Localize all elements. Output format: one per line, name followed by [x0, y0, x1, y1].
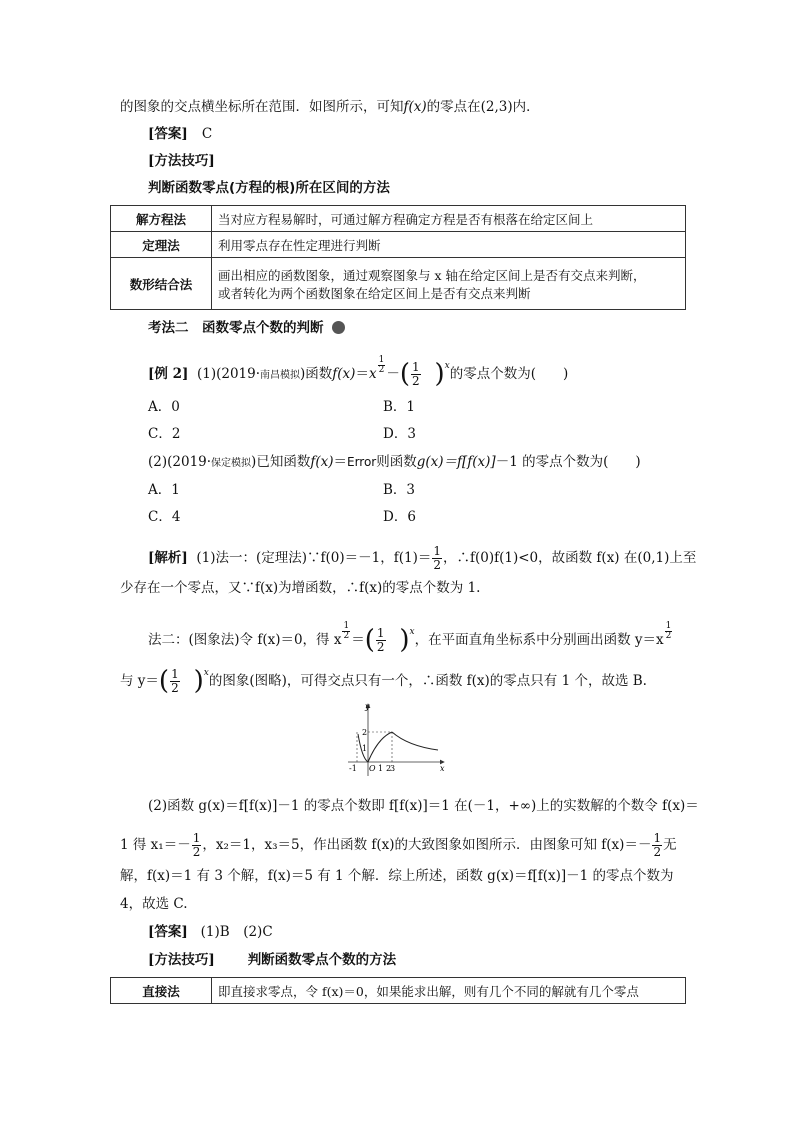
tips-line: [方法技巧] 判断函数零点个数的方法: [148, 952, 397, 968]
answer-line: [答案] C: [148, 126, 213, 142]
text-line: 的图象的交点横坐标所在范围．如图所示，可知f(x)的零点在(2,3)内．: [120, 99, 540, 115]
table-head: 解方程法: [111, 206, 212, 232]
curve-middle: [368, 732, 392, 762]
table-cell: 利用零点存在性定理进行判断: [212, 232, 686, 258]
table-head: 定理法: [111, 232, 212, 258]
function-graph: [340, 700, 452, 780]
analysis-line: 4，故选 C.: [120, 896, 188, 912]
table-head: 直接法: [111, 978, 212, 1004]
tick-label: 1: [362, 744, 368, 753]
table-head: 数形结合法: [111, 258, 212, 310]
table-cell: 即直接求零点，令 f(x)＝0，如果能求出解，则有几个不同的解就有几个零点: [212, 978, 686, 1004]
option-c: C．2: [148, 426, 181, 442]
analysis-line: 法二：(图象法)令 f(x)＝0，得 x $^{\frac{1}{2}}$ ＝( $\frac{1}{2}$ )$^x$，在平面直角坐标系中分别画出函数 y＝x $^{\frac{1}{2}}$: [148, 621, 672, 655]
option-c: C．4: [148, 509, 181, 525]
tips-label: [方法技巧]: [148, 153, 215, 169]
curve-right: [392, 732, 438, 750]
option-b: B．3: [383, 482, 416, 498]
analysis-line: 少存在一个零点，又∵f(x)为增函数，∴f(x)的零点个数为 1.: [120, 580, 481, 596]
example-line: (2)(2019·保定模拟)已知函数f(x)＝Error则函数g(x)＝f[f(x)]－1 的零点个数为( ): [148, 454, 641, 470]
analysis-line: (2)函数 g(x)＝f[f(x)]－1 的零点个数即 f[f(x)]＝1 在(－1，+∞)上的实数解的个数令 f(x)＝: [148, 798, 699, 814]
answer-line: [答案] (1)B (2)C: [148, 924, 273, 940]
option-b: B．1: [383, 399, 416, 415]
tick-label: 2: [386, 764, 392, 773]
example-line: [例 2] (1)(2019·南昌模拟)函数f(x)＝x $^{\frac{1}{2}}$ －( $\frac{1}{2}$ )$^x$的零点个数为( ): [148, 355, 569, 389]
section-title: 考法二 函数零点个数的判断: [148, 318, 345, 338]
option-a: A．0: [148, 399, 180, 415]
tick-label: 1: [378, 764, 384, 773]
origin-label: O: [369, 764, 376, 773]
analysis-line: 与 y＝( $\frac{1}{2}$ )$^x$的图象(图略)，可得交点只有一个，∴函数 f(x)的零点只有 1 个，故选 B.: [120, 666, 647, 696]
x-label: x: [440, 764, 445, 773]
tick-label: 2: [362, 728, 368, 737]
table-cell: 画出相应的函数图象，通过观察图象与 x 轴在给定区间上是否有交点来判断， 或者转化为两个函数图象在给定区间上是否有交点来判断: [212, 258, 686, 310]
option-d: D．6: [383, 509, 416, 525]
tick-label: -1: [349, 764, 357, 773]
analysis-line: [解析] (1)法一：(定理法)∵f(0)＝－1，f(1)＝ $\frac{1}{2}$ ，∴f(0)f(1)<0，故函数 f(x) 在(0,1)上至: [148, 544, 697, 572]
analysis-line: 解，f(x)＝1 有 3 个解，f(x)＝5 有 1 个解．综上所述，函数 g(x)＝f[f(x)]－1 的零点个数为: [120, 868, 674, 884]
analysis-line: 1 得 x₁＝－ $\frac{1}{2}$ ，x₂＝1，x₃＝5，作出函数 f(x)的大致图象如图所示．由图象可知 f(x)＝－ $\frac{1}{2}$ 无: [120, 831, 677, 859]
table-cell: 当对应方程易解时，可通过解方程确定方程是否有根落在给定区间上: [212, 206, 686, 232]
tick-label: 3: [390, 764, 396, 773]
method-table-2: [110, 977, 686, 1004]
method-title: 判断函数零点(方程的根)所在区间的方法: [148, 180, 390, 196]
section-dot-icon: [332, 321, 345, 334]
method-table: [110, 205, 686, 310]
y-label: y: [365, 702, 370, 711]
option-a: A．1: [148, 482, 180, 498]
option-d: D．3: [383, 426, 416, 442]
